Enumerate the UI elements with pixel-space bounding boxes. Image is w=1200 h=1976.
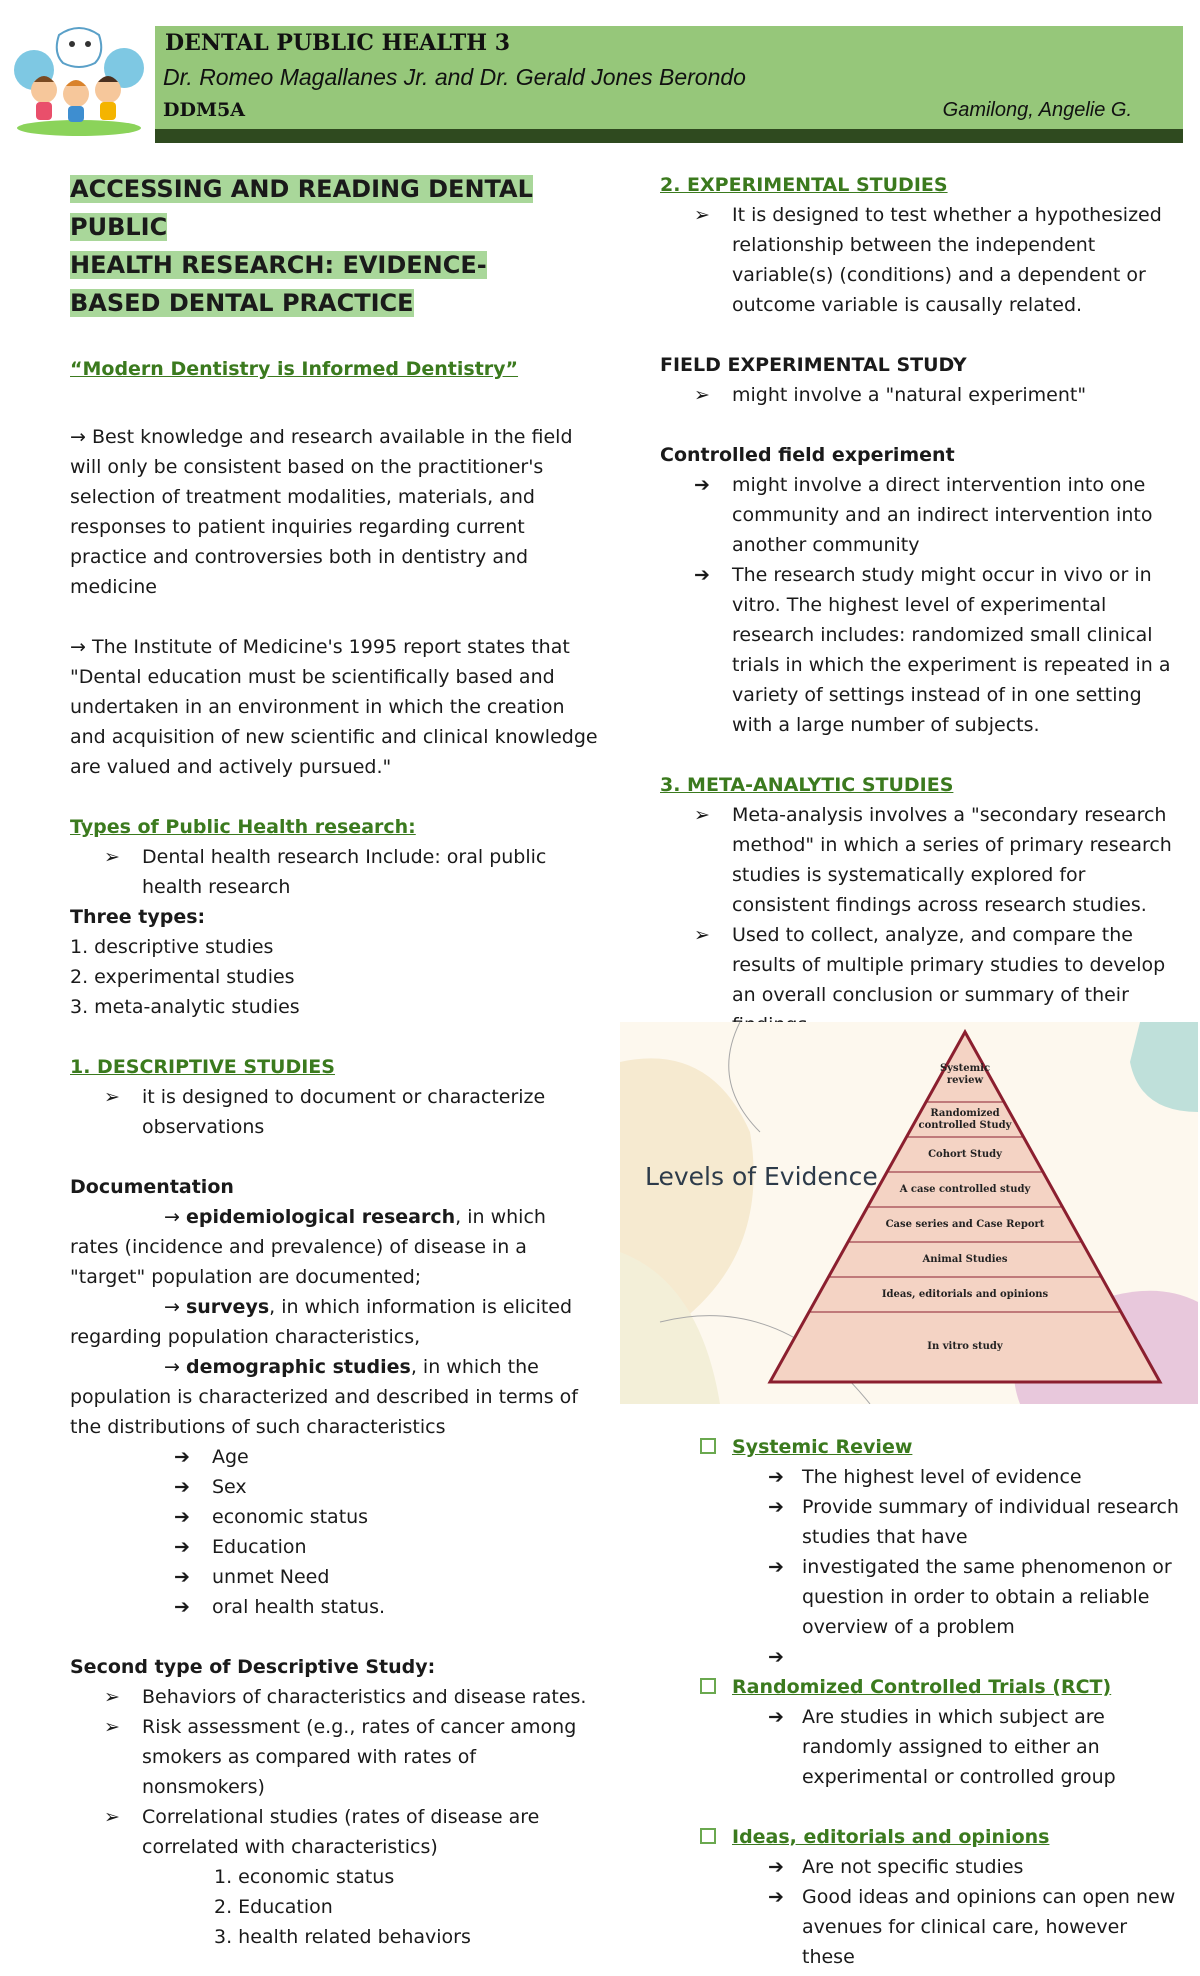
section-code: DDM5A <box>163 99 245 121</box>
term: surveys <box>185 1296 270 1318</box>
correlate-item: 3. health related behaviors <box>214 1926 471 1948</box>
right-arrow-icon: ➔ <box>174 1596 190 1618</box>
right-arrow-icon: ➔ <box>768 1466 784 1488</box>
list-item <box>70 1082 600 1142</box>
characteristic-item <box>70 1562 600 1592</box>
list-item-text: might involve a direct intervention into one community and an indirect intervention into another community <box>732 474 1153 556</box>
list-item-text: Risk assessment (e.g., rates of cancer among smokers as compared with rates of nonsmokers) <box>142 1716 577 1798</box>
arrowhead-bullet-icon: ➢ <box>694 384 710 406</box>
right-arrow-icon: ➔ <box>694 474 710 496</box>
list-item <box>660 1642 1180 1672</box>
instructors: Dr. Romeo Magallanes Jr. and Dr. Gerald Jones Berondo <box>163 64 746 90</box>
documentation-label: Documentation <box>70 1176 234 1198</box>
arrowhead-bullet-icon: ➢ <box>694 204 710 226</box>
characteristic-item <box>70 1532 600 1562</box>
right-arrow-icon: ➔ <box>694 564 710 586</box>
list-item-text: The research study might occur in vivo or in vitro. The highest level of experimental research includes: randomized small clinical trials in which the experiment is repeated in a variety of settings instead of in one setting with a large number of subjects. <box>732 564 1171 736</box>
ideas-item <box>660 1822 1180 1852</box>
epidemiological-paragraph: → epidemiological research, in which rates (incidence and prevalence) of disease in a "target" population are documented; <box>70 1206 546 1288</box>
rct-item <box>660 1672 1180 1702</box>
pyramid-level-label: Ideas, editorials and opinions <box>881 1288 1049 1300</box>
right-arrow-icon: ➔ <box>174 1536 190 1558</box>
surveys-paragraph: → surveys, in which information is elicited regarding population characteristics, <box>70 1296 573 1348</box>
list-item-text: Meta-analysis involves a "secondary research method" in which a series of primary research studies is systematically explored for consistent findings across research studies. <box>732 804 1172 916</box>
pyramid-level-label: Case series and Case Report <box>885 1218 1045 1230</box>
arrowhead-bullet-icon: ➢ <box>104 846 120 868</box>
document-title <box>70 170 600 322</box>
list-item <box>660 800 1180 920</box>
paragraph-institute: → The Institute of Medicine's 1995 report states that "Dental education must be scientifically based and undertaken in an environment in which the creation and acquisition of new scientific and clinical knowledge are valued and actively pursued." <box>70 636 598 778</box>
characteristic-text: oral health status. <box>212 1596 386 1618</box>
paragraph-knowledge: → Best knowledge and research available in the field will only be consistent based on the practitioner's selection of treatment modalities, materials, and responses to patient inquiries regarding current practice and controversies both in dentistry and medicine <box>70 426 573 598</box>
list-item-text: It is designed to test whether a hypothesized relationship between the independent variable(s) (conditions) and a dependent or outcome variable is causally related. <box>732 204 1162 316</box>
field-heading: FIELD EXPERIMENTAL STUDY <box>660 354 967 376</box>
systemic-review-heading: Systemic Review <box>732 1436 913 1458</box>
right-arrow-icon: ➔ <box>768 1556 784 1578</box>
list-item <box>660 1882 1180 1972</box>
list-item-text <box>802 1646 808 1668</box>
title-line-3: BASED DENTAL PRACTICE <box>70 289 414 317</box>
characteristic-text: Age <box>212 1446 249 1468</box>
term: demographic studies <box>185 1356 411 1378</box>
correlate-item: 1. economic status <box>214 1866 395 1888</box>
header-bar <box>155 129 1183 143</box>
types-heading: Types of Public Health research: <box>70 816 416 838</box>
list-item <box>660 380 1180 410</box>
experimental-heading: 2. EXPERIMENTAL STUDIES <box>660 174 948 196</box>
list-item <box>660 1852 1180 1882</box>
right-arrow-icon: ➔ <box>174 1446 190 1468</box>
pyramid-level-label: A case controlled study <box>899 1183 1031 1195</box>
arrowhead-bullet-icon: ➢ <box>694 804 710 826</box>
dental-cartoon-logo <box>4 20 154 140</box>
list-item <box>660 1702 1180 1792</box>
list-item-text: Correlational studies (rates of disease are correlated with characteristics) <box>142 1806 540 1858</box>
list-item <box>660 1552 1180 1642</box>
list-item-text: investigated the same phenomenon or question in order to obtain a reliable overview of a problem <box>802 1556 1172 1638</box>
characteristic-item <box>70 1592 600 1622</box>
arrowhead-bullet-icon: ➢ <box>104 1806 120 1828</box>
list-item-text: Are studies in which subject are randomly assigned to either an experimental or controlled group <box>802 1706 1116 1788</box>
checkbox-icon[interactable] <box>700 1438 716 1454</box>
three-types-label: Three types: <box>70 906 206 928</box>
checkbox-icon[interactable] <box>700 1828 716 1844</box>
type-item: 1. descriptive studies <box>70 936 274 958</box>
list-item-text: Provide summary of individual research studies that have <box>802 1496 1179 1548</box>
characteristic-text: unmet Need <box>212 1566 330 1588</box>
second-type-label: Second type of Descriptive Study: <box>70 1656 436 1678</box>
figure-title: Levels of Evidence <box>645 1162 878 1191</box>
right-arrow-icon: ➔ <box>174 1506 190 1528</box>
pyramid-level-label: Randomized controlled Study <box>918 1107 1012 1131</box>
pyramid-level-label: Cohort Study <box>928 1148 1002 1160</box>
author-name: Gamilong, Angelie G. <box>942 99 1132 121</box>
title-line-1: ACCESSING AND READING DENTAL PUBLIC <box>70 175 533 241</box>
characteristic-text: Education <box>212 1536 307 1558</box>
characteristic-text: economic status <box>212 1506 369 1528</box>
characteristic-text: Sex <box>212 1476 247 1498</box>
arrowhead-bullet-icon: ➢ <box>104 1716 120 1738</box>
term: epidemiological research <box>185 1206 456 1228</box>
checkbox-icon[interactable] <box>700 1678 716 1694</box>
list-item-text: Are not specific studies <box>802 1856 1024 1878</box>
levels-of-evidence-figure <box>620 1022 1198 1404</box>
pyramid-level-label: Systemic review <box>939 1063 991 1086</box>
list-item-text: it is designed to document or characterize observations <box>142 1086 546 1138</box>
right-arrow-icon: ➔ <box>768 1496 784 1518</box>
list-item <box>660 560 1180 740</box>
definition: , in which rates (incidence and prevalence) of disease in a "target" population are documented; <box>70 1206 546 1288</box>
course-title: DENTAL PUBLIC HEALTH 3 <box>165 30 510 56</box>
list-item-text: Used to collect, analyze, and compare the results of multiple primary studies to develop an overall conclusion or summary of their <box>732 924 1166 1006</box>
descriptive-heading: 1. DESCRIPTIVE STUDIES <box>70 1056 335 1078</box>
definition: , in which information is elicited regarding population characteristics, <box>70 1296 573 1348</box>
title-line-2: HEALTH RESEARCH: EVIDENCE- <box>70 251 487 279</box>
list-item <box>660 200 1180 320</box>
correlate-item: 2. Education <box>214 1896 333 1918</box>
list-item-text: The highest level of evidence <box>802 1466 1082 1488</box>
right-arrow-icon: ➔ <box>174 1476 190 1498</box>
type-item: 2. experimental studies <box>70 966 295 988</box>
demographic-paragraph: → demographic studies, in which the population is characterized and described in terms of the distributions of such characteristics <box>70 1356 578 1438</box>
list-item-text: Behaviors of characteristics and disease rates. <box>142 1686 587 1708</box>
list-item <box>660 1492 1180 1552</box>
controlled-heading: Controlled field experiment <box>660 444 955 466</box>
characteristic-item <box>70 1502 600 1532</box>
right-arrow-icon: ➔ <box>768 1886 784 1908</box>
evidence-levels-notes <box>660 1432 1180 1972</box>
systemic-review-item <box>660 1432 1180 1462</box>
rct-heading: Randomized Controlled Trials (RCT) <box>732 1676 1112 1698</box>
characteristic-item <box>70 1472 600 1502</box>
definition: , in which the population is characterized and described in terms of the distributions of such characteristics <box>70 1356 578 1438</box>
list-item <box>660 470 1180 560</box>
list-item <box>660 1462 1180 1492</box>
list-item-text: Dental health research Include: oral public health research <box>142 846 547 898</box>
motto: “Modern Dentistry is Informed Dentistry” <box>70 358 519 380</box>
ideas-heading: Ideas, editorials and opinions <box>732 1826 1050 1848</box>
pyramid-level-label: In vitro study <box>927 1341 1003 1352</box>
right-column <box>660 170 1180 1040</box>
right-arrow-icon: ➔ <box>174 1566 190 1588</box>
type-item: 3. meta-analytic studies <box>70 996 300 1018</box>
list-item <box>70 1802 600 1862</box>
characteristic-item <box>70 1442 600 1472</box>
right-arrow-icon: ➔ <box>768 1646 784 1668</box>
arrowhead-bullet-icon: ➢ <box>694 924 710 946</box>
list-item <box>70 842 600 902</box>
list-item-text: might involve a "natural experiment" <box>732 384 1087 406</box>
arrowhead-bullet-icon: ➢ <box>104 1686 120 1708</box>
pyramid-level-label: Animal Studies <box>922 1253 1008 1265</box>
list-item <box>70 1712 600 1802</box>
arrowhead-bullet-icon: ➢ <box>104 1086 120 1108</box>
meta-heading: 3. META-ANALYTIC STUDIES <box>660 774 954 796</box>
list-item <box>70 1682 600 1712</box>
right-arrow-icon: ➔ <box>768 1706 784 1728</box>
right-arrow-icon: ➔ <box>768 1856 784 1878</box>
list-item-text: Good ideas and opinions can open new avenues for clinical care, however these <box>802 1886 1176 1968</box>
left-column <box>70 170 600 1952</box>
